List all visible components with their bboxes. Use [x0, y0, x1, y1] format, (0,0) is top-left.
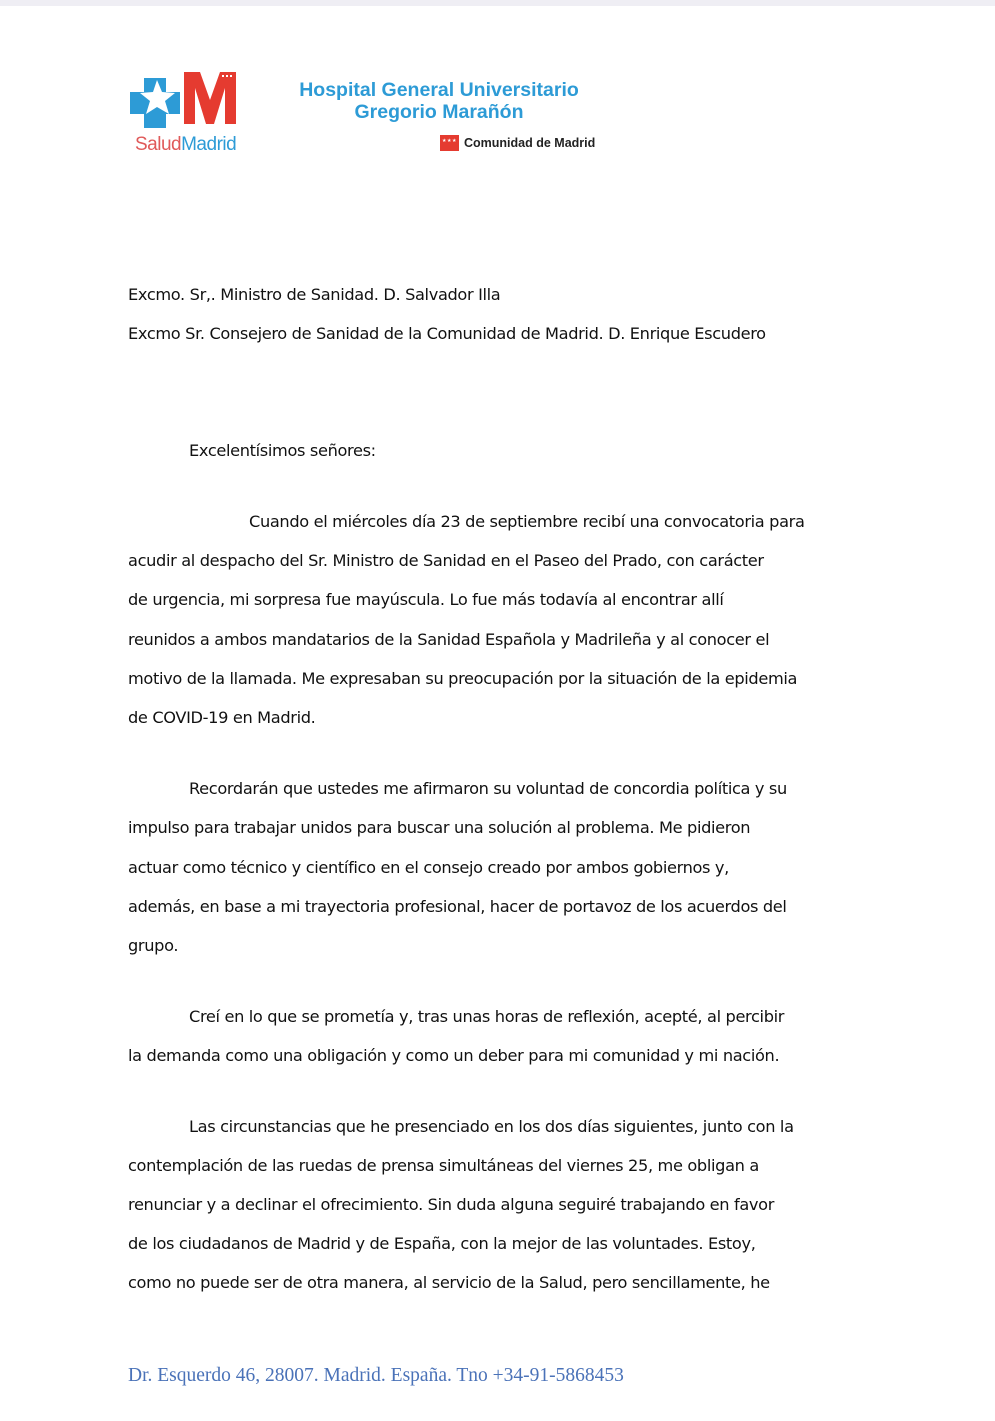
paragraph-line: reunidos a ambos mandatarios de la Sanidad Española y Madrileña y al conocer el [128, 630, 770, 649]
blue-cross-star-icon [130, 78, 180, 128]
paragraph-line: además, en base a mi trayectoria profesional, hacer de portavoz de los acuerdos del [128, 897, 787, 916]
top-edge-strip [0, 0, 995, 6]
paragraph-line: Cuando el miércoles día 23 de septiembre recibí una convocatoria para [249, 512, 805, 531]
comunidad-text: Comunidad de Madrid [464, 136, 596, 150]
paragraph-line: renunciar y a declinar el ofrecimiento. Sin duda alguna seguiré trabajando en favor [128, 1195, 775, 1214]
recipient-line: Excmo Sr. Consejero de Sanidad de la Comunidad de Madrid. D. Enrique Escudero [128, 324, 766, 343]
paragraph-line: contemplación de las ruedas de prensa simultáneas del viernes 25, me obligan a [128, 1156, 759, 1175]
paragraph-line: de urgencia, mi sorpresa fue mayúscula. Lo fue más todavía al encontrar allí [128, 590, 724, 609]
hospital-name-line1: Hospital General Universitario [299, 79, 579, 101]
paragraph-line: Las circunstancias que he presenciado en los dos días siguientes, junto con la [189, 1117, 794, 1136]
red-m-icon [184, 72, 236, 124]
paragraph-line: como no puede ser de otra manera, al servicio de la Salud, pero sencillamente, he [128, 1273, 770, 1292]
paragraph-line: Creí en lo que se prometía y, tras unas horas de reflexión, acepté, al percibir [189, 1007, 785, 1026]
recipient-line: Excmo. Sr,. Ministro de Sanidad. D. Salvador Illa [128, 285, 501, 304]
paragraph-line: Recordarán que ustedes me afirmaron su voluntad de concordia política y su [189, 779, 787, 798]
salud-madrid-logo [130, 68, 260, 158]
paragraph-line: la demanda como una obligación y como un deber para mi comunidad y mi nación. [128, 1046, 780, 1065]
comunidad-flag-icon: ★★★ [440, 135, 459, 151]
paragraph-line: de los ciudadanos de Madrid y de España, con la mejor de las voluntades. Estoy, [128, 1234, 756, 1253]
hospital-name-line2: Gregorio Marañón [354, 101, 524, 123]
svg-text:SaludMadrid: SaludMadrid [135, 134, 237, 155]
paragraph-line: motivo de la llamada. Me expresaban su preocupación por la situación de la epidemia [128, 669, 798, 688]
hospital-name [284, 79, 594, 123]
paragraph-line: de COVID-19 en Madrid. [128, 708, 316, 727]
salutation: Excelentísimos señores: [189, 441, 376, 460]
paragraph-line: grupo. [128, 936, 179, 955]
paragraph-line: impulso para trabajar unidos para buscar una solución al problema. Me pidieron [128, 818, 751, 837]
footer-address: Dr. Esquerdo 46, 28007. Madrid. España. Tno +34-91-5868453 [128, 1365, 624, 1386]
paragraph-line: actuar como técnico y científico en el consejo creado por ambos gobiernos y, [128, 858, 729, 877]
comunidad-madrid-logo [440, 135, 595, 151]
paragraph-line: acudir al despacho del Sr. Ministro de Sanidad en el Paseo del Prado, con carácter [128, 551, 764, 570]
